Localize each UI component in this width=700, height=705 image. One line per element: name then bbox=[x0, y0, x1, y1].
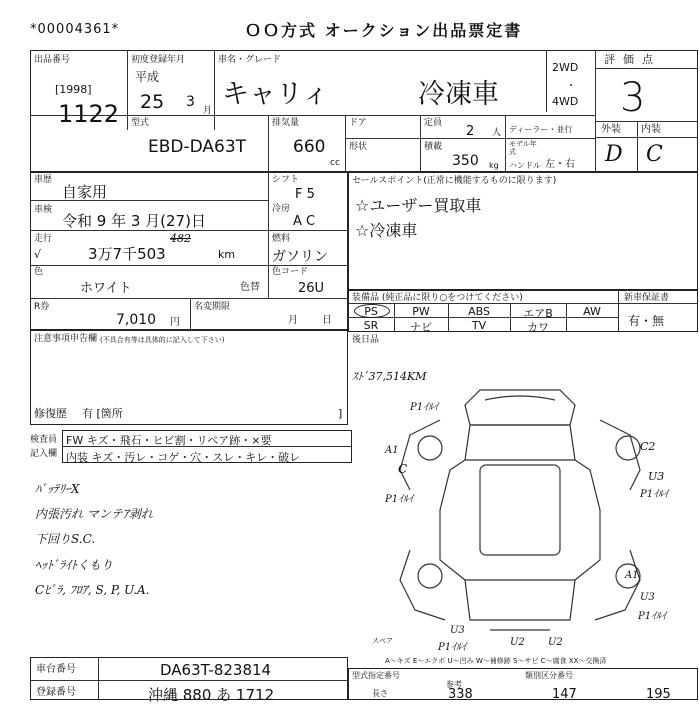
color-code-label: 色コード bbox=[272, 267, 309, 277]
mileage-unit: km bbox=[218, 248, 236, 261]
name-change-month: 月 bbox=[288, 315, 298, 326]
car-diagram bbox=[370, 380, 670, 650]
notes-label: 注意事項申告欄 bbox=[34, 334, 98, 344]
inspector-label-1: 検査員 bbox=[30, 435, 58, 445]
spare-label: スペア bbox=[372, 637, 393, 645]
fuel-value: ガソリン bbox=[272, 249, 328, 265]
rating-label: 評価点 bbox=[604, 53, 661, 66]
registration-year: 25 bbox=[140, 91, 165, 113]
color-label: 色 bbox=[34, 267, 44, 277]
inspector-row-2: 内装 キズ・汚レ・コゲ・穴・スレ・キレ・破レ bbox=[66, 451, 301, 464]
lot-number: 1122 bbox=[58, 100, 120, 128]
name-change-label: 名変期限 bbox=[194, 302, 231, 312]
equipment-airbag: エアB bbox=[523, 307, 553, 320]
recycle-value: 7,010 bbox=[116, 312, 157, 328]
shift-label: シフト bbox=[272, 175, 300, 185]
registration-month: 3 bbox=[186, 94, 195, 110]
equipment-label: 装備品 (純正品に限り○をつけてください) bbox=[352, 293, 523, 303]
displacement-unit: cc bbox=[330, 158, 340, 168]
color-code-value: 26U bbox=[298, 281, 325, 296]
shape-label: 形状 bbox=[349, 142, 368, 152]
shift-value: F 5 bbox=[295, 187, 315, 202]
notes-sub: (不具合有等は具体的に記入して下さい) bbox=[100, 336, 225, 344]
height-value: 195 bbox=[646, 687, 671, 702]
vehicle-grade: 冷凍車 bbox=[418, 79, 499, 110]
repair-value: 有 [箇所 bbox=[82, 407, 123, 420]
category-value: 自家用 bbox=[62, 183, 108, 201]
load-value: 350 bbox=[452, 153, 479, 169]
registration-era: 平成 bbox=[135, 70, 160, 84]
color-value: ホワイト bbox=[80, 281, 132, 296]
door-label: ドア bbox=[349, 118, 367, 128]
plate-label: 登録番号 bbox=[36, 687, 76, 698]
plate-value: 沖縄 880 あ 1712 bbox=[148, 686, 275, 704]
diagram-mark-5: C2 bbox=[640, 440, 656, 453]
model-year-label: モデル年式 bbox=[509, 140, 537, 156]
vehicle-name-label: 車名・グレード bbox=[218, 55, 282, 65]
handle-label: ハンドル bbox=[509, 161, 541, 170]
diagram-mark-10: P1ｲﾙｲ bbox=[638, 611, 667, 622]
warranty-label: 新車保証書 bbox=[624, 293, 670, 303]
exterior-grade: D bbox=[605, 142, 623, 167]
handwritten-note-3: 下回りS.C. bbox=[35, 532, 96, 546]
cert-label-2: 類別区分番号 bbox=[525, 671, 573, 680]
diagram-mark-9: U3 bbox=[640, 592, 655, 603]
drive-4wd: 4WD bbox=[552, 95, 579, 108]
mileage-crossed: 482 bbox=[170, 232, 191, 245]
inspector-row-1: FW キズ・飛石・ヒビ割・リペア跡・×要 bbox=[66, 434, 272, 447]
dealer-label: ディーラー・並行 bbox=[509, 125, 573, 134]
diagram-mark-7: P1ｲﾙｲ bbox=[640, 489, 669, 500]
warranty-value: 有・無 bbox=[628, 314, 665, 328]
equipment-aw: AW bbox=[583, 305, 601, 318]
diagram-mark-1: P1ｲﾙｲ bbox=[410, 402, 439, 413]
repair-label: 修復歴 bbox=[34, 407, 67, 420]
category-label: 車歴 bbox=[34, 175, 53, 185]
aircon-label: 冷房 bbox=[272, 204, 291, 214]
drive-2wd: 2WD bbox=[552, 61, 579, 74]
interior-label: 内装 bbox=[641, 124, 661, 135]
diagram-mark-6: U3 bbox=[648, 470, 665, 483]
diagram-mark-14: U2 bbox=[548, 637, 563, 648]
capacity-value: 2 bbox=[466, 124, 475, 139]
handle-value: 左・右 bbox=[545, 159, 575, 170]
registration-label: 初度登録年月 bbox=[131, 55, 186, 65]
inspector-label-2: 記入欄 bbox=[30, 449, 58, 459]
load-label: 積載 bbox=[424, 142, 443, 152]
equipment-abs: ABS bbox=[468, 305, 490, 318]
displacement-value: 660 bbox=[293, 137, 326, 157]
recycle-unit: 円 bbox=[170, 317, 180, 328]
equipment-ps: PS bbox=[364, 305, 378, 318]
equipment-tv: TV bbox=[471, 319, 487, 332]
load-unit: kg bbox=[489, 161, 499, 170]
equipment-navi: ナビ bbox=[410, 321, 432, 334]
sales-point-1: ☆ユーザー買取車 bbox=[355, 196, 482, 215]
diagram-mark-12: P1ｲﾙｲ bbox=[438, 642, 467, 653]
lot-year-code: [1998] bbox=[55, 83, 92, 96]
registration-month-unit: 月 bbox=[203, 106, 213, 116]
diagram-header-note: ｽﾄﾞ37,514KM bbox=[352, 370, 427, 383]
vehicle-name: キャリィ bbox=[222, 79, 329, 110]
handwritten-note-2: 内張汚れ マンテｱ剥れ bbox=[35, 507, 153, 521]
equipment-leather: カワ bbox=[527, 321, 549, 334]
model-label: 型式 bbox=[131, 118, 150, 128]
chassis-label: 車台番号 bbox=[36, 664, 76, 675]
model-value: EBD-DA63T bbox=[148, 137, 247, 157]
exterior-label: 外装 bbox=[601, 124, 621, 135]
interior-grade: C bbox=[646, 142, 663, 167]
length-label: 長さ bbox=[372, 689, 388, 698]
handwritten-note-5: Cﾋﾟﾗ, ﾌﾛｱ, S, P, U.A. bbox=[35, 583, 150, 597]
repair-close: ] bbox=[338, 407, 343, 420]
sales-point-2: ☆冷凍車 bbox=[355, 221, 418, 240]
diagram-mark-2: A1 bbox=[385, 445, 399, 456]
diagram-mark-8: A1 bbox=[625, 570, 639, 581]
fuel-label: 燃料 bbox=[272, 234, 291, 244]
name-change-day: 日 bbox=[322, 315, 332, 326]
cert-ref: 参考 bbox=[446, 680, 462, 689]
lot-label: 出品番号 bbox=[34, 55, 71, 65]
length-value: 338 bbox=[448, 687, 473, 702]
sales-points-label: セールスポイント(正常に機能するものに限ります) bbox=[352, 176, 557, 186]
displacement-label: 排気量 bbox=[272, 118, 300, 128]
aircon-value: A C bbox=[293, 214, 316, 229]
capacity-unit: 人 bbox=[492, 128, 502, 138]
recycle-label: R券 bbox=[34, 302, 50, 312]
cert-label-1: 型式指定番号 bbox=[352, 671, 400, 680]
rating-score: 3 bbox=[620, 75, 646, 121]
diagram-mark-4: P1ｲﾙｲ bbox=[385, 494, 414, 505]
capacity-label: 定員 bbox=[424, 118, 443, 128]
inspection-label: 車検 bbox=[34, 205, 53, 215]
color-change-label: 色替 bbox=[240, 282, 260, 293]
handwritten-note-1: ﾊﾞｯﾃﾘｰX bbox=[35, 482, 80, 496]
diagram-mark-11: U3 bbox=[450, 625, 465, 636]
sheet-title: ＯＯ方式 オークション出品票定書 bbox=[245, 21, 523, 40]
inspection-value: 令和 9 年 3 月(27)日 bbox=[62, 212, 206, 230]
diagram-legend: A～キズ E～エクボ U～凹み W～補修跡 S～サビ C～腐食 XX～交換済 bbox=[385, 657, 607, 665]
chassis-value: DA63T-823814 bbox=[160, 661, 272, 679]
mileage-label: 走行 bbox=[34, 234, 53, 244]
width-value: 147 bbox=[552, 687, 577, 702]
diagram-mark-13: U2 bbox=[510, 637, 525, 648]
diagram-mark-3: C bbox=[398, 462, 408, 476]
serial-number: *00004361* bbox=[30, 22, 120, 37]
handwritten-note-4: ﾍｯﾄﾞﾗｲﾄくもり bbox=[35, 558, 114, 572]
mileage-value: 3万7千503 bbox=[88, 245, 166, 263]
equipment-pw: PW bbox=[412, 305, 430, 318]
equipment-sr: SR bbox=[363, 319, 379, 332]
